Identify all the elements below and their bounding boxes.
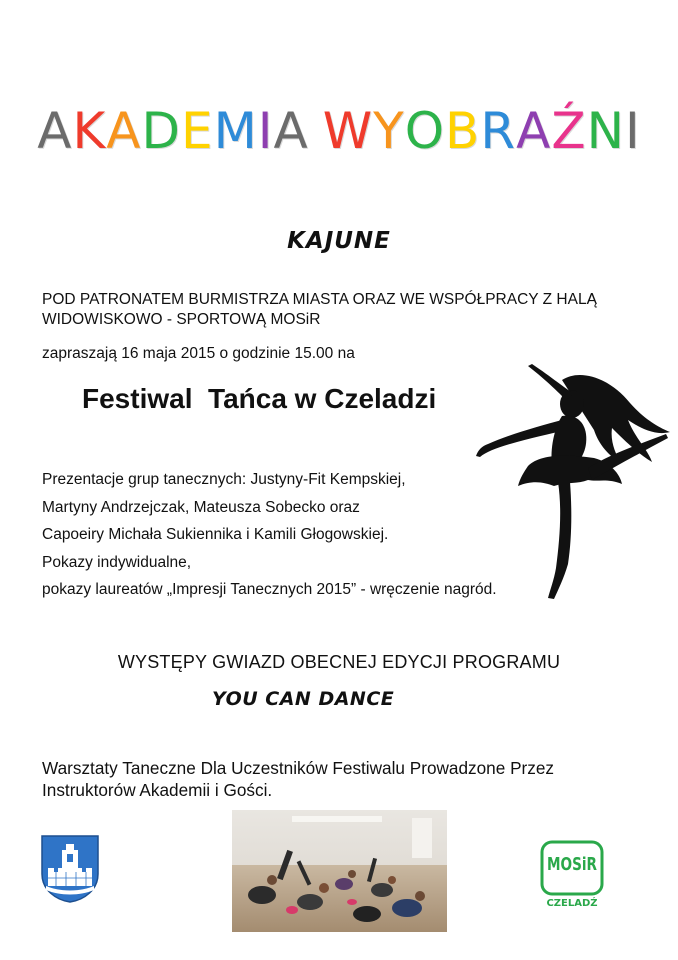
workshops-text [42,757,632,801]
festival-heading: Festiwal Tańca w Czeladzi [82,383,437,414]
title-letter: A [37,102,73,160]
title-letter: I [625,102,641,160]
title-letter: E [180,102,214,160]
invitation-text: zapraszają 16 maja 2015 o godzinie 15.00 na [42,345,355,362]
title-space [309,100,323,162]
program-line: Pokazy indywidualne, [42,553,192,571]
poster-title [0,100,678,162]
title-letter: A [273,102,309,160]
title-letter: B [445,102,481,160]
title-letter: R [480,102,517,160]
subtitle: KAJUNE [287,228,391,254]
title-letter: K [72,102,107,160]
title-letter: A [106,102,142,160]
program-line: Prezentacje grup tanecznych: Justyny-Fit Kempskiej, [42,471,406,488]
title-letter: W [322,102,374,160]
workshops-line-1: Warsztaty Taneczne Dla Uczestników Festiwalu Prowadzone Przez [42,758,555,778]
patronage-line-1: POD PATRONATEM BURMISTRZA MIASTA ORAZ WE WSPÓŁPRACY Z HALĄ [42,291,597,308]
title-letter: N [586,102,625,160]
program-list [42,466,512,604]
title-letter: D [141,102,181,160]
city-crest-logo [40,834,100,904]
dance-class-photo [232,810,447,932]
title-letter: Ź [551,102,587,160]
title-letter: I [257,102,274,160]
dancer-silhouette-image [470,358,675,603]
mosir-logo-text: MOSiR [547,854,598,875]
patronage-text [42,290,642,330]
mosir-logo [540,840,604,908]
title-letter: Y [373,102,405,160]
title-letter: O [404,102,446,160]
title-letter: A [516,102,552,160]
program-line: Capoeiry Michała Sukiennika i Kamili Głogowskiej. [42,526,389,544]
program-line: Martyny Andrzejczak, Mateusza Sobecko oraz [42,498,360,516]
program-line: pokazy laureatów „Impresji Tanecznych 2015” - wręczenie nagród. [42,581,497,599]
title-letter: M [213,102,258,160]
workshops-line-2: Instruktorów Akademii i Gości. [42,780,273,800]
stars-heading: WYSTĘPY GWIAZD OBECNEJ EDYCJI PROGRAMU [117,652,561,672]
patronage-line-2: WIDOWISKOWO - SPORTOWĄ MOSiR [42,311,321,328]
program-name: YOU CAN DANCE [212,688,395,710]
mosir-logo-city: CZELADŹ [546,898,598,909]
